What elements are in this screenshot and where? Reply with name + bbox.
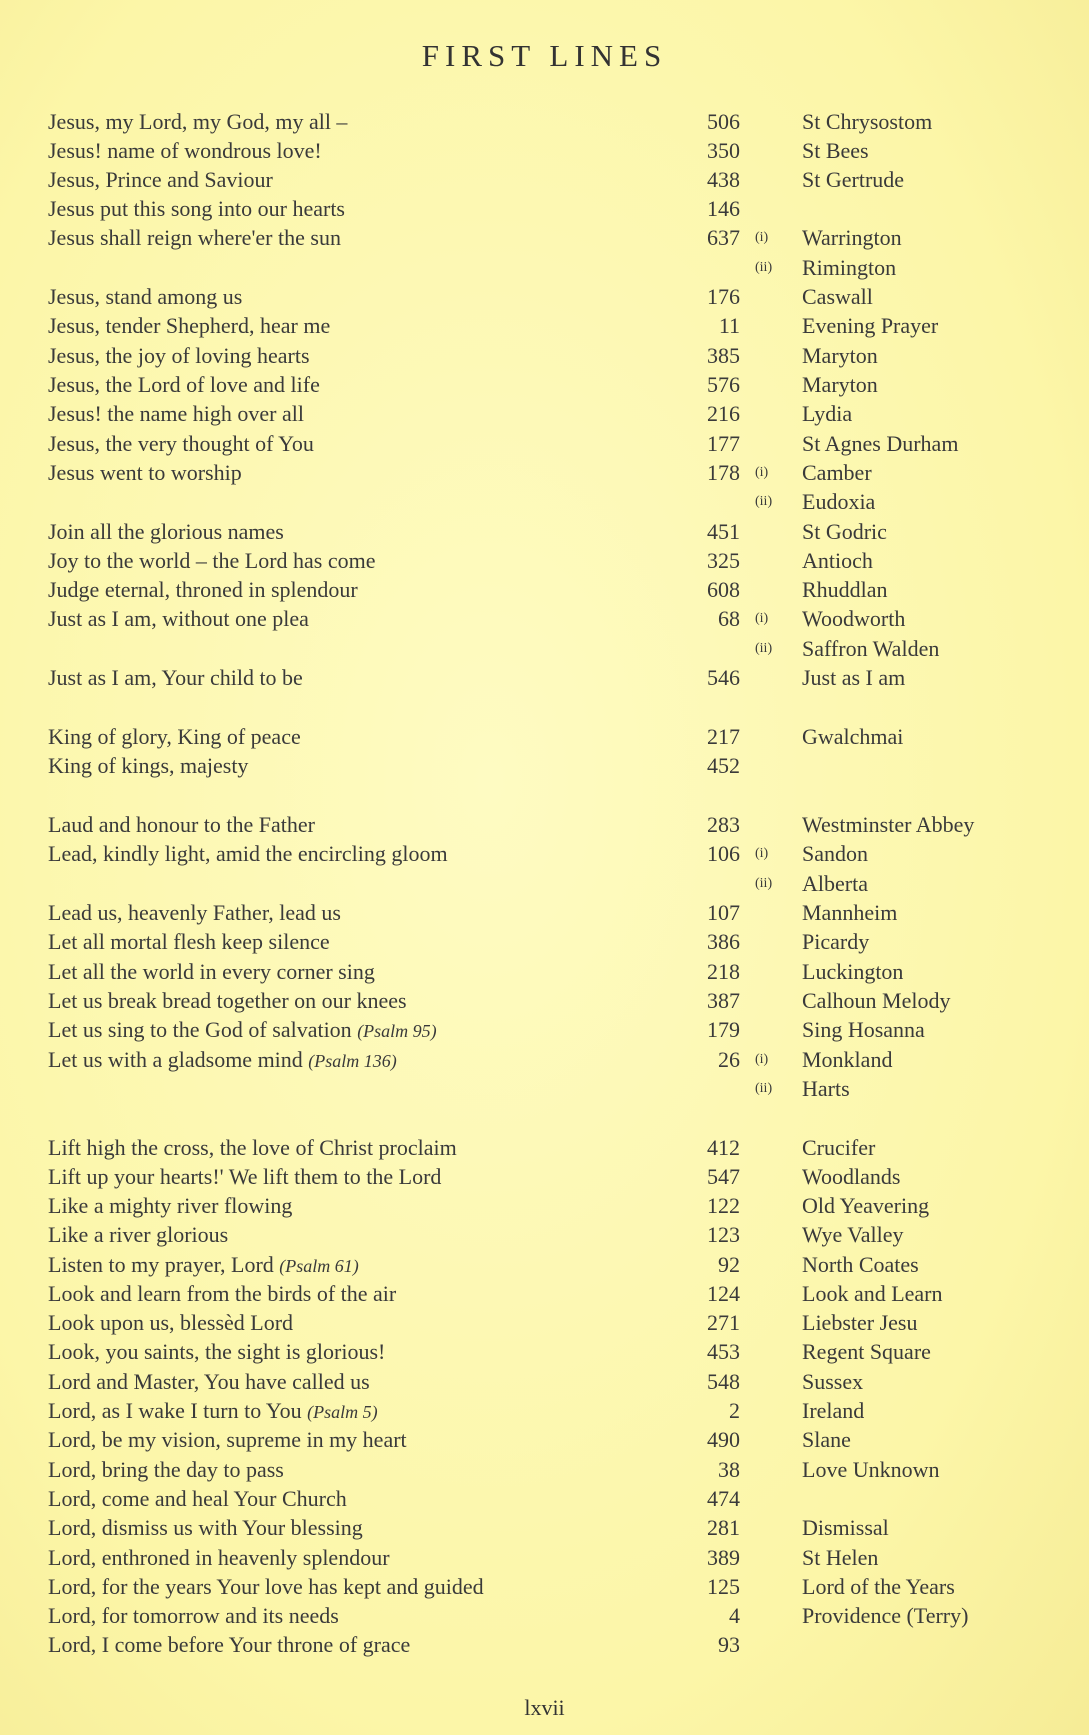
index-entry: [0, 253, 1089, 283]
hymn-number: 107: [707, 900, 740, 925]
tune-variant: (i): [755, 1052, 769, 1067]
tune-name: Love Unknown: [802, 1457, 940, 1482]
index-entry: [0, 1250, 1089, 1280]
index-entry: [0, 458, 1089, 488]
hymn-number: 177: [707, 431, 740, 456]
index-entry: [0, 370, 1089, 400]
hymn-number: 546: [707, 665, 740, 690]
first-line: Judge eternal, throned in splendour: [48, 577, 358, 602]
index-entry: [0, 1015, 1089, 1045]
tune-name: Westminster Abbey: [802, 812, 975, 837]
index-entry: [0, 223, 1089, 253]
hymn-number: 146: [707, 196, 740, 221]
tune-name: Antioch: [802, 548, 873, 573]
hymn-number: 283: [707, 812, 740, 837]
tune-name: Lydia: [802, 401, 853, 426]
index-entry: [0, 810, 1089, 840]
hymn-number: 325: [707, 548, 740, 573]
tune-name: Regent Square: [802, 1339, 931, 1364]
first-line: Jesus, the Lord of love and life: [48, 372, 320, 397]
tune-name: Lord of the Years: [802, 1574, 955, 1599]
tune-variant: (ii): [755, 260, 773, 275]
hymn-number: 178: [707, 460, 740, 485]
index-entry: [0, 517, 1089, 547]
tune-name: Providence (Terry): [802, 1603, 969, 1628]
tune-variant: (i): [755, 846, 769, 861]
first-line: Lord, dismiss us with Your blessing: [48, 1515, 363, 1540]
index-entry: [0, 107, 1089, 137]
first-line: Jesus, the very thought of You: [48, 431, 314, 456]
tune-name: Look and Learn: [802, 1281, 943, 1306]
hymn-number: 389: [707, 1545, 740, 1570]
first-line: Jesus put this song into our hearts: [48, 196, 345, 221]
index-entry: [0, 1074, 1089, 1104]
index-entry: [0, 1543, 1089, 1573]
index-entry: [0, 282, 1089, 312]
tune-name: Gwalchmai: [802, 724, 904, 749]
first-line: Jesus went to worship: [48, 460, 242, 485]
tune-variant: (ii): [755, 641, 773, 656]
tune-name: Maryton: [802, 343, 878, 368]
tune-name: Slane: [802, 1427, 851, 1452]
first-line: Lord, enthroned in heavenly splendour: [48, 1545, 390, 1570]
tune-name: Maryton: [802, 372, 878, 397]
tune-variant: (i): [755, 611, 769, 626]
hymn-number: 452: [707, 753, 740, 778]
tune-name: Ireland: [802, 1398, 865, 1423]
first-line: Lord, I come before Your throne of grace: [48, 1632, 411, 1657]
index-entry: [0, 839, 1089, 869]
hymn-number: 451: [707, 519, 740, 544]
tune-name: Alberta: [802, 871, 868, 896]
index-entry: [0, 341, 1089, 371]
tune-name: Wye Valley: [802, 1222, 904, 1247]
tune-name: St Chrysostom: [802, 109, 933, 134]
hymn-number: 2: [729, 1398, 740, 1423]
index-entry: [0, 575, 1089, 605]
hymn-number: 217: [707, 724, 740, 749]
hymn-number: 93: [718, 1632, 740, 1657]
first-line: Lord, bring the day to pass: [48, 1457, 284, 1482]
hymn-number: 490: [707, 1427, 740, 1452]
first-line: Lord, for tomorrow and its needs: [48, 1603, 339, 1628]
hymn-number: 68: [718, 606, 740, 631]
tune-variant: (ii): [755, 1081, 773, 1096]
tune-name: Rhuddlan: [802, 577, 888, 602]
index-entry: [0, 1630, 1089, 1660]
tune-variant: (i): [755, 465, 769, 480]
first-line: Look and learn from the birds of the air: [48, 1281, 397, 1306]
index-entry: [0, 1425, 1089, 1455]
hymn-number: 123: [707, 1222, 740, 1247]
hymn-number: 26: [718, 1047, 740, 1072]
first-line-text: Let us sing to the God of salvation: [48, 1017, 352, 1042]
first-line: Lead us, heavenly Father, lead us: [48, 900, 341, 925]
hymn-number: 637: [707, 225, 740, 250]
tune-name: Woodlands: [802, 1164, 901, 1189]
index-entry: [0, 898, 1089, 928]
index-entry: [0, 399, 1089, 429]
index-entry: [0, 194, 1089, 224]
hymn-number: 438: [707, 167, 740, 192]
first-line: Just as I am, Your child to be: [48, 665, 303, 690]
index-entry: [0, 1045, 1089, 1075]
index-entry: [0, 1601, 1089, 1631]
hymn-number: 92: [718, 1252, 740, 1277]
first-line-text: Listen to my prayer, Lord: [48, 1252, 274, 1277]
index-entry: [0, 165, 1089, 195]
first-line: Lead, kindly light, amid the encircling gloom: [48, 841, 448, 866]
tune-name: St Helen: [802, 1545, 879, 1570]
hymn-number: 271: [707, 1310, 740, 1335]
first-line: Lord, for the years Your love has kept and guided: [48, 1574, 484, 1599]
tune-variant: (ii): [755, 494, 773, 509]
first-line: Joy to the world – the Lord has come: [48, 548, 376, 573]
index-entry: [0, 311, 1089, 341]
hymn-number: 350: [707, 138, 740, 163]
first-line-text: Let us with a gladsome mind: [48, 1047, 303, 1072]
index-entry: [0, 1367, 1089, 1397]
index-entry: [0, 1133, 1089, 1163]
first-line: [48, 1045, 397, 1076]
tune-name: Caswall: [802, 284, 873, 309]
index-entry: [0, 722, 1089, 752]
first-line: Jesus, stand among us: [48, 284, 243, 309]
first-line: Like a river glorious: [48, 1222, 229, 1247]
tune-name: Picardy: [802, 929, 870, 954]
first-line: King of glory, King of peace: [48, 724, 301, 749]
first-line: Like a mighty river flowing: [48, 1193, 293, 1218]
tune-name: Evening Prayer: [802, 313, 939, 338]
first-line: [48, 1396, 378, 1427]
first-line: [48, 1250, 359, 1281]
tune-name: Eudoxia: [802, 489, 876, 514]
index-entry: [0, 1572, 1089, 1602]
index-entry: [0, 986, 1089, 1016]
hymn-number: 216: [707, 401, 740, 426]
first-line: Lift high the cross, the love of Christ proclaim: [48, 1135, 457, 1160]
hymn-number: 38: [718, 1457, 740, 1482]
index-entry: [0, 634, 1089, 664]
index-entry: [0, 751, 1089, 781]
tune-name: Camber: [802, 460, 872, 485]
first-line: Let all the world in every corner sing: [48, 959, 375, 984]
hymn-number: 387: [707, 988, 740, 1013]
hymn-number: 176: [707, 284, 740, 309]
index-entry: [0, 1337, 1089, 1367]
psalm-reference: (Psalm 61): [279, 1256, 359, 1276]
tune-name: St Bees: [802, 138, 869, 163]
tune-name: Harts: [802, 1076, 850, 1101]
first-line: Just as I am, without one plea: [48, 606, 309, 631]
index-entry: [0, 136, 1089, 166]
first-line: King of kings, majesty: [48, 753, 249, 778]
first-line: Jesus, my Lord, my God, my all –: [48, 109, 348, 134]
first-line: Join all the glorious names: [48, 519, 284, 544]
first-line: Jesus shall reign where'er the sun: [48, 225, 341, 250]
first-line-text: Lord, as I wake I turn to You: [48, 1398, 302, 1423]
tune-name: Calhoun Melody: [802, 988, 951, 1013]
psalm-reference: (Psalm 5): [307, 1402, 378, 1422]
tune-name: Liebster Jesu: [802, 1310, 918, 1335]
tune-name: Sing Hosanna: [802, 1017, 925, 1042]
first-line: Look, you saints, the sight is glorious!: [48, 1339, 386, 1364]
psalm-reference: (Psalm 95): [357, 1021, 437, 1041]
first-line: Jesus, the joy of loving hearts: [48, 343, 310, 368]
hymn-number: 386: [707, 929, 740, 954]
tune-variant: (ii): [755, 876, 773, 891]
index-entry: [0, 1308, 1089, 1338]
index-entry: [0, 1484, 1089, 1514]
tune-name: North Coates: [802, 1252, 919, 1277]
tune-name: Woodworth: [802, 606, 906, 631]
first-line: Let us break bread together on our knees: [48, 988, 407, 1013]
index-entry: [0, 1396, 1089, 1426]
index-entry: [0, 429, 1089, 459]
index-entry: [0, 1513, 1089, 1543]
hymn-number: 125: [707, 1574, 740, 1599]
index-entry: [0, 869, 1089, 899]
first-line: Jesus, tender Shepherd, hear me: [48, 313, 331, 338]
hymn-number: 474: [707, 1486, 740, 1511]
tune-name: Monkland: [802, 1047, 893, 1072]
first-line: Jesus! the name high over all: [48, 401, 304, 426]
tune-name: Warrington: [802, 225, 902, 250]
tune-name: Dismissal: [802, 1515, 889, 1540]
index-entry: [0, 927, 1089, 957]
hymn-number: 547: [707, 1164, 740, 1189]
tune-name: Crucifer: [802, 1135, 876, 1160]
hymn-number: 412: [707, 1135, 740, 1160]
first-line: Jesus! name of wondrous love!: [48, 138, 322, 163]
first-line: Jesus, Prince and Saviour: [48, 167, 273, 192]
page-number: lxvii: [524, 1695, 565, 1720]
index-entry: [0, 1455, 1089, 1485]
hymn-number: 122: [707, 1193, 740, 1218]
first-line: Lift up your hearts!' We lift them to the Lord: [48, 1164, 442, 1189]
hymn-number: 11: [718, 313, 740, 338]
first-line: Lord and Master, You have called us: [48, 1369, 370, 1394]
tune-name: Rimington: [802, 255, 897, 280]
index-entry: [0, 1220, 1089, 1250]
first-line: Lord, come and heal Your Church: [48, 1486, 347, 1511]
tune-variant: (i): [755, 230, 769, 245]
tune-name: St Gertrude: [802, 167, 905, 192]
tune-name: Sandon: [802, 841, 868, 866]
hymn-number: 106: [707, 841, 740, 866]
hymn-number: 576: [707, 372, 740, 397]
index-entry: [0, 957, 1089, 987]
hymn-number: 218: [707, 959, 740, 984]
hymn-number: 548: [707, 1369, 740, 1394]
hymn-number: 4: [729, 1603, 740, 1628]
index-entry: [0, 1162, 1089, 1192]
first-line: Let all mortal flesh keep silence: [48, 929, 330, 954]
tune-name: Saffron Walden: [802, 636, 940, 661]
tune-name: Old Yeavering: [802, 1193, 930, 1218]
hymn-number: 281: [707, 1515, 740, 1540]
index-entry: [0, 487, 1089, 517]
hymn-number: 385: [707, 343, 740, 368]
first-line: Lord, be my vision, supreme in my heart: [48, 1427, 407, 1452]
tune-name: St Godric: [802, 519, 887, 544]
page-title: FIRST LINES: [421, 38, 668, 73]
hymn-number: 608: [707, 577, 740, 602]
tune-name: St Agnes Durham: [802, 431, 959, 456]
tune-name: Luckington: [802, 959, 904, 984]
index-entry: [0, 604, 1089, 634]
index-entry: [0, 546, 1089, 576]
tune-name: Mannheim: [802, 900, 898, 925]
index-entry: [0, 1279, 1089, 1309]
index-entry: [0, 663, 1089, 693]
tune-name: Sussex: [802, 1369, 864, 1394]
hymn-number: 506: [707, 109, 740, 134]
psalm-reference: (Psalm 136): [308, 1051, 397, 1071]
first-line: [48, 1015, 437, 1046]
tune-name: Just as I am: [802, 665, 906, 690]
hymn-number: 124: [707, 1281, 740, 1306]
first-line: Look upon us, blessèd Lord: [48, 1310, 294, 1335]
index-entry: [0, 1191, 1089, 1221]
hymn-number: 453: [707, 1339, 740, 1364]
first-line: Laud and honour to the Father: [48, 812, 315, 837]
hymn-number: 179: [707, 1017, 740, 1042]
